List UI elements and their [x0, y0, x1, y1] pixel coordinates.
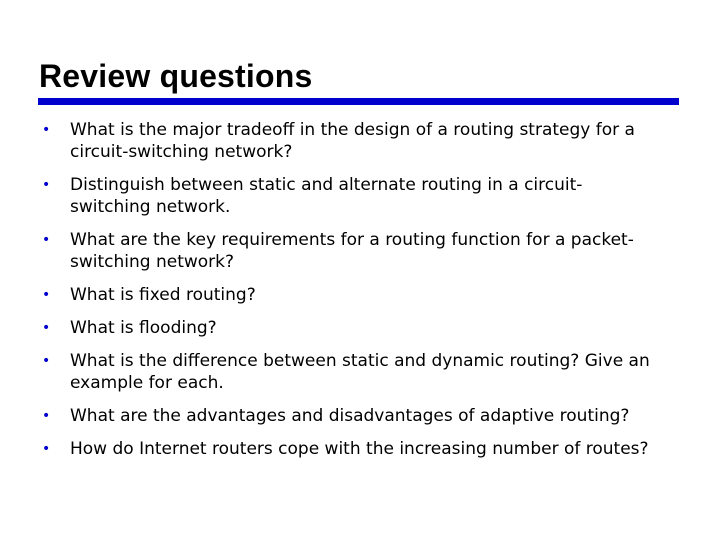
title-underline: [38, 98, 679, 105]
bullet-item: [40, 119, 690, 163]
bullet-line: • Distinguish between static and alternate routing in a circuit-: [70, 175, 583, 195]
bullet-item: [40, 317, 690, 339]
bullet-line: • What is the difference between static and dynamic routing? Give an: [70, 351, 650, 371]
bullet-line: example for each.: [70, 373, 224, 393]
bullet-line: switching network?: [70, 252, 235, 272]
slide-title: Review questions: [39, 58, 313, 94]
bullet-item: [40, 284, 690, 306]
bullet-line: • What is fixed routing?: [70, 285, 256, 305]
bullet-line: • What are the advantages and disadvantages of adaptive routing?: [70, 406, 630, 426]
bullet-line: switching network.: [70, 197, 231, 217]
bullet-item: [40, 405, 690, 427]
bullet-item: [40, 229, 690, 273]
bullet-item: [40, 438, 690, 460]
question-list: [40, 119, 690, 471]
bullet-line: • What is flooding?: [70, 318, 217, 338]
bullet-item: [40, 350, 690, 394]
bullet-item: [40, 174, 690, 218]
bullet-line: • How do Internet routers cope with the increasing number of routes?: [70, 439, 649, 459]
bullet-line: • What are the key requirements for a routing function for a packet-: [70, 230, 634, 250]
bullet-line: circuit-switching network?: [70, 142, 293, 162]
bullet-line: • What is the major tradeoff in the design of a routing strategy for a: [70, 120, 635, 140]
